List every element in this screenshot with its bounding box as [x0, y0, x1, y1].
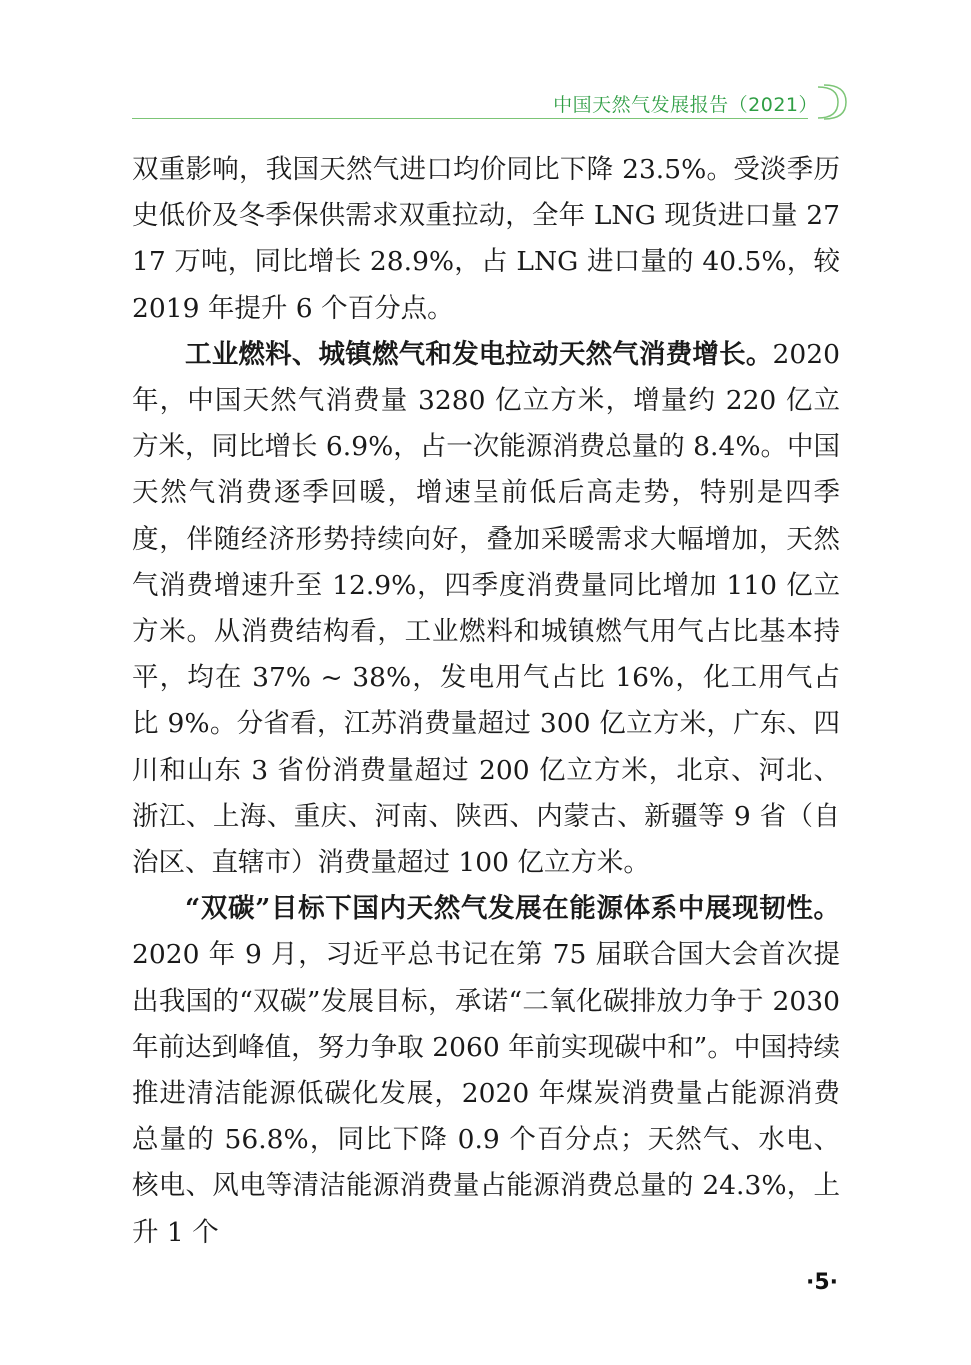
paragraph-3-text: 2020 年 9 月，习近平总书记在第 75 届联合国大会首次提出我国的“双碳”发展目标，承诺“二氧化碳排放力争于 2030 年前达到峰值，努力争取 2060 年前实现碳中和”。中国持续推进清洁能源低碳化发展，2020 年煤炭消费量占能源消费总量的 56.8%，同比下降 0.9 个百分点；天然气、水电、核电、风电等清洁能源消费量占能源消费总量的 24.3%，上升 1 个	[132, 939, 840, 1248]
paragraph-2	[132, 332, 840, 886]
paragraph-3-heading: “双碳”目标下国内天然气发展在能源体系中展现韧性。	[185, 893, 840, 925]
header-rule	[132, 118, 808, 119]
paragraph-3	[132, 886, 840, 1256]
running-header	[132, 84, 848, 124]
paragraph-2-heading: 工业燃料、城镇燃气和发电拉动天然气消费增长。	[185, 338, 773, 370]
body-text	[132, 147, 840, 1256]
paragraph-1	[132, 147, 840, 332]
report-title: 中国天然气发展报告（2021）	[553, 94, 818, 116]
page-number: ·5·	[806, 1270, 839, 1295]
paragraph-2-text: 2020 年，中国天然气消费量 3280 亿立方米，增量约 220 亿立方米，同比增长 6.9%，占一次能源消费总量的 8.4%。中国天然气消费逐季回暖，增速呈前低后高走势，特别是四季度，伴随经济形势持续向好，叠加采暖需求大幅增加，天然气消费增速升至 12.9%，四季度消费量同比增加 110 亿立方米。从消费结构看，工业燃料和城镇燃气用气占比基本持平，均在 37% ~ 38%，发电用气占比 16%，化工用气占比 9%。分省看，江苏消费量超过 300 亿立方米，广东、四川和山东 3 省份消费量超过 200 亿立方米，北京、河北、浙江、上海、重庆、河南、陕西、内蒙古、新疆等 9 省（自治区、直辖市）消费量超过 100 亿立方米。	[132, 338, 840, 879]
paragraph-1-text: 双重影响，我国天然气进口均价同比下降 23.5%。受淡季历史低价及冬季保供需求双重拉动，全年 LNG 现货进口量 2717 万吨，同比增长 28.9%，占 LNG 进口量的 40.5%，较 2019 年提升 6 个百分点。	[132, 154, 840, 324]
